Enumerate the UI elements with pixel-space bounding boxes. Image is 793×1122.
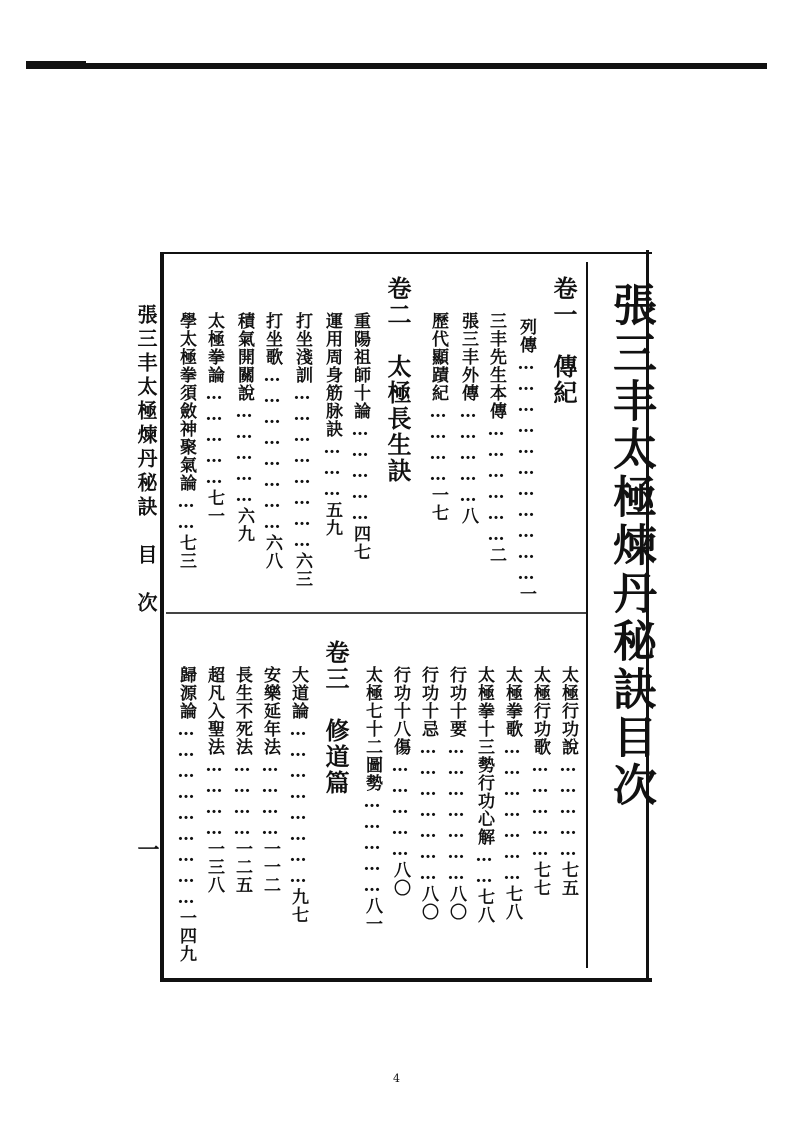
toc-entry: 行功十要…………………八〇: [446, 666, 466, 921]
running-head: 張三丰太極煉丹秘訣 目 次: [134, 304, 158, 616]
folio-number: 一: [134, 838, 160, 860]
title-divider-rule: [586, 262, 588, 968]
toc-entry: 太極拳十三勢行功心解……七八: [474, 666, 494, 924]
toc-entry: 太極行功歌……………七七: [530, 666, 550, 897]
page-title: 張三丰太極煉丹秘訣目次: [605, 282, 656, 810]
toc-entry: 張三丰外傳……………八: [458, 312, 478, 525]
toc-entry: 長生不死法…………一二五: [232, 666, 252, 894]
toc-entry: 歷代顯蹟紀…………一七: [428, 312, 448, 522]
toc-entry: 行功十忌…………………八〇: [418, 666, 438, 921]
toc-entry: 學太極拳須斂神聚氣論……七三: [176, 312, 196, 570]
toc-entry: 歸源論………………………一四九: [176, 666, 196, 963]
volume-heading-3: 卷三 修道篇: [321, 640, 350, 796]
toc-entry: 太極行功說……………七五: [558, 666, 578, 897]
toc-entry: 太極七十二圖勢……………八一: [362, 666, 382, 933]
toc-entry: 行功十八傷……………八〇: [390, 666, 410, 897]
volume-heading-1: 卷一 傳紀: [549, 276, 578, 406]
toc-entry: 重陽祖師十論……………四七: [350, 312, 370, 561]
page-number: 4: [393, 1072, 400, 1085]
toc-entry: 打坐淺訓……………………六三: [292, 312, 312, 588]
toc-entry: 列傳……………………………一: [516, 318, 536, 603]
toc-entry: 運用周身筋脉訣………五九: [322, 312, 342, 537]
toc-entry: 太極拳歌…………………七八: [502, 666, 522, 921]
volume-heading-2: 卷二 太極長生訣: [383, 276, 412, 484]
toc-entry: 積氣開關說……………六九: [234, 312, 254, 543]
toc-entry: 打坐歌……………………六八: [262, 312, 282, 570]
toc-entry: 三丰先生本傳………………二: [486, 312, 506, 564]
toc-entry: 大道論……………………九七: [288, 666, 308, 924]
toc-entry: 安樂延年法…………一一二: [260, 666, 280, 894]
middle-divider-rule: [166, 612, 586, 614]
toc-entry: 超凡入聖法…………一三八: [204, 666, 224, 894]
top-rule: [26, 63, 767, 69]
toc-entry: 太極拳論……………七一: [204, 312, 224, 525]
